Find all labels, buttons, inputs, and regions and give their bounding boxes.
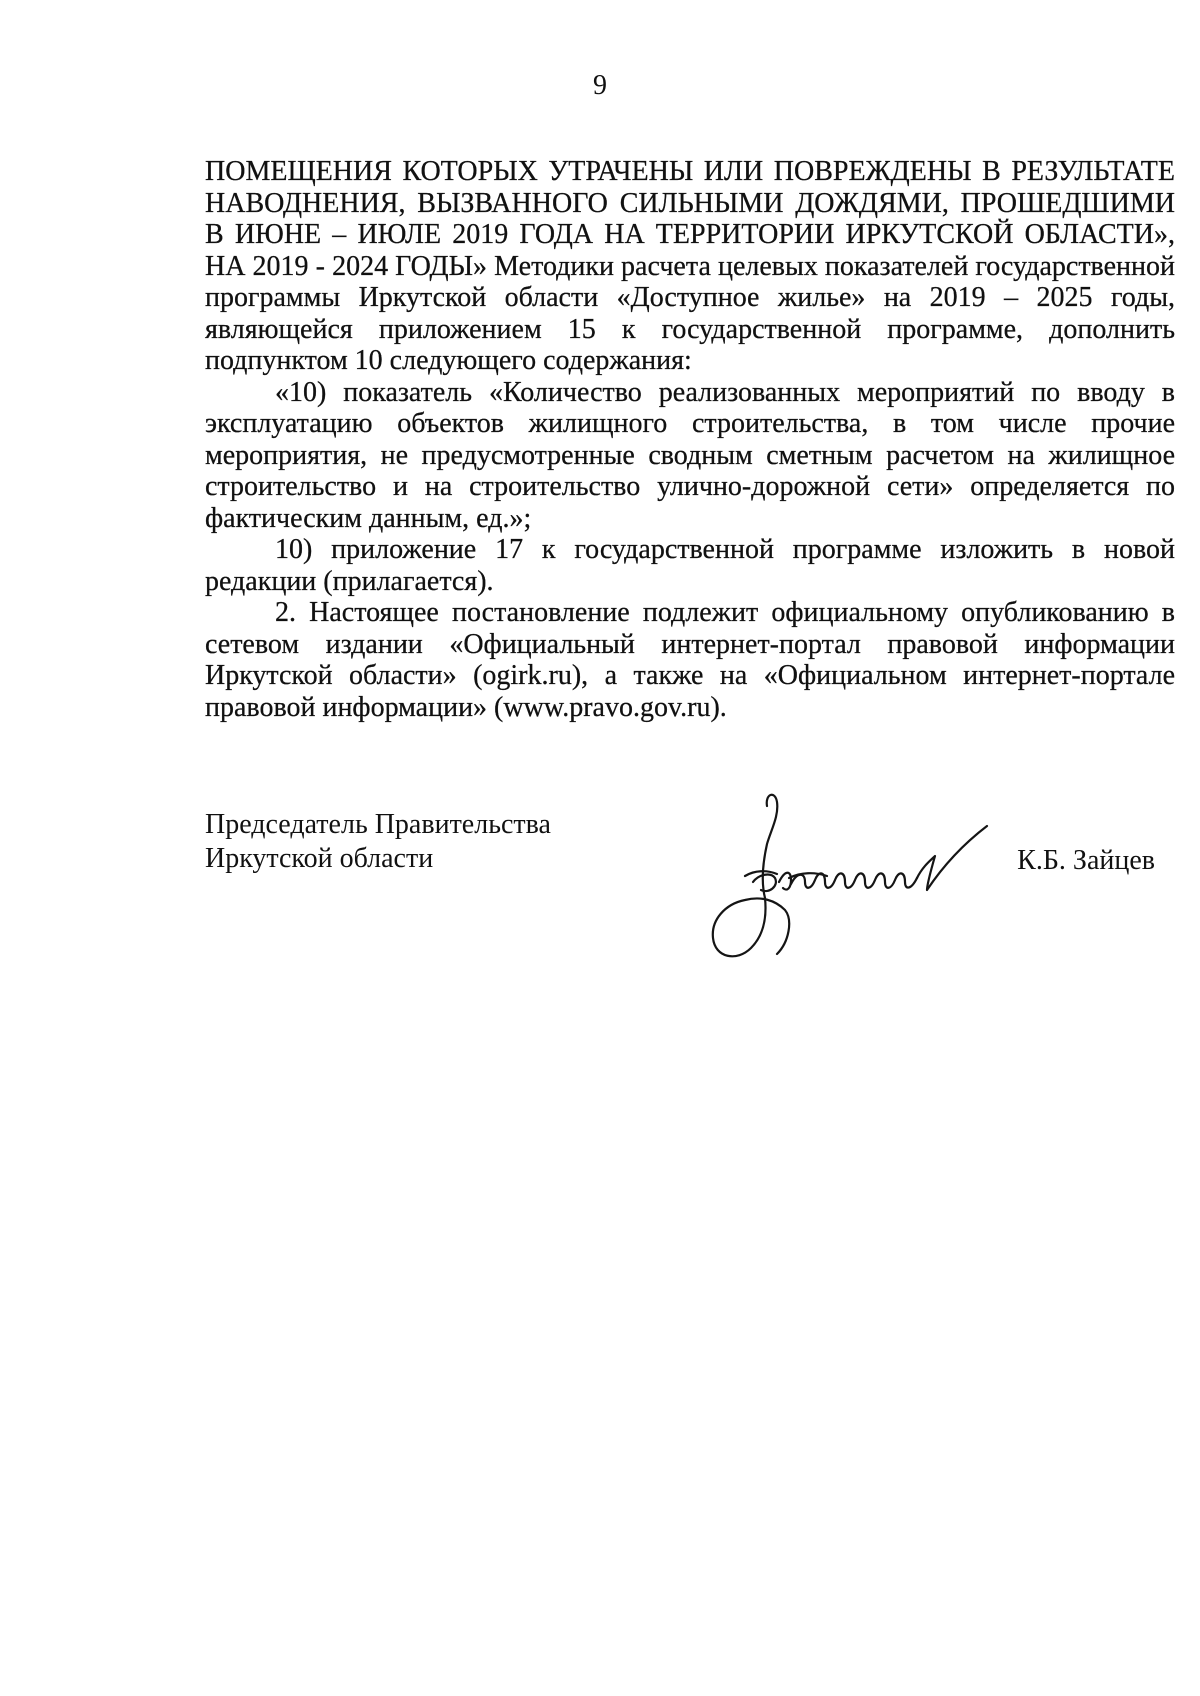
signer-name: К.Б. Зайцев: [1017, 845, 1155, 876]
paragraph-subpoint-10: «10) показатель «Количество реализованных мероприятий по вводу в эксплуатацию объектов жилищного строительства, в том числе прочие мероприятия, не предусмотренные сводным сметным расчетом на жилищное строительство и на строительство улично-дорожной сети» определяется по фактическим данным, ед.»;: [205, 376, 1175, 534]
paragraph-methodology-amendment: ПОМЕЩЕНИЯ КОТОРЫХ УТРАЧЕНЫ ИЛИ ПОВРЕЖДЕНЫ В РЕЗУЛЬТАТЕ НАВОДНЕНИЯ, ВЫЗВАННОГО СИЛЬНЫМИ ДОЖДЯМИ, ПРОШЕДШИМИ В ИЮНЕ – ИЮЛЕ 2019 ГОДА НА ТЕРРИТОРИИ ИРКУТСКОЙ ОБЛАСТИ», НА 2019 - 2024 ГОДЫ» Методики расчета целевых показателей государственной программы Иркутской области «Доступное жилье» на 2019 – 2025 годы, являющейся приложением 15 к государственной программе, дополнить подпунктом 10 следующего содержания:: [205, 156, 1175, 376]
signature-block: [205, 808, 1175, 968]
paragraph-appendix-17: 10) приложение 17 к государственной программе изложить в новой редакции (прилагается).: [205, 534, 1175, 597]
document-body: [205, 156, 1175, 723]
handwritten-signature: [705, 786, 1025, 976]
signer-title-line-1: Председатель Правительства: [205, 809, 551, 840]
paragraph-publication: 2. Настоящее постановление подлежит официальному опубликованию в сетевом издании «Официальный интернет-портал правовой информации Иркутской области» (ogirk.ru), а также на «Официальном интернет-портале правовой информации» (www.pravo.gov.ru).: [205, 597, 1175, 723]
signer-title-line-2: Иркутской области: [205, 843, 434, 874]
signer-title: [205, 808, 551, 876]
page-number: 9: [593, 70, 607, 101]
